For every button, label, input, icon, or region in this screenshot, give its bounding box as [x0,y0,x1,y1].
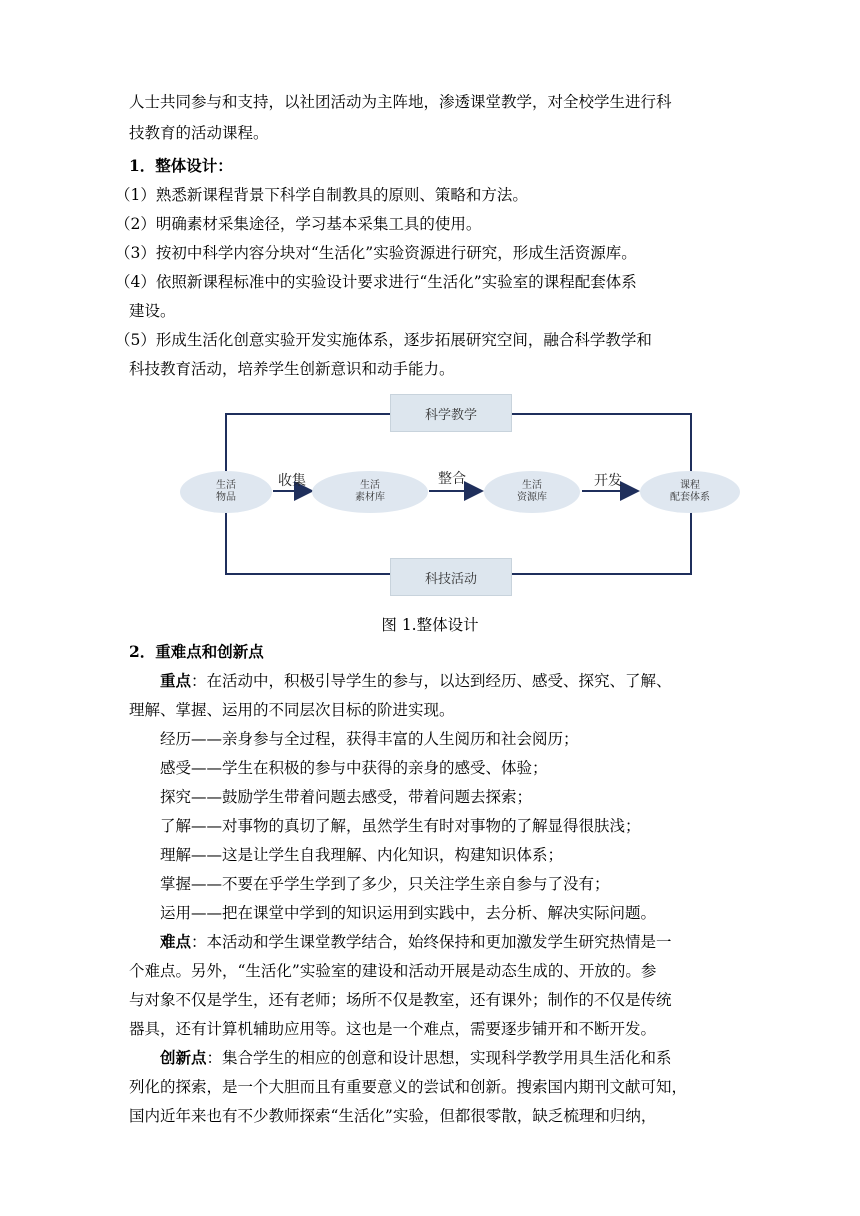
node-label: 物品 [216,492,236,503]
list-item: 掌握——不要在乎学生学到了多少，只关注学生亲自参与了没有； [160,875,610,893]
arrow-label-collect: 收集 [278,473,306,489]
list-item: （1）熟悉新课程背景下科学自制教具的原则、策略和方法。 [115,186,528,204]
paragraph-line: 列化的探索，是一个大胆而且有重要意义的尝试和创新。搜索国内期刊文献可知， [129,1078,688,1096]
section-heading-1: 1．整体设计： [129,156,233,175]
node-label: 生活 [360,480,380,491]
list-item: （4）依照新课程标准中的实验设计要求进行“生活化”实验室的课程配套体系 [115,273,637,291]
node-label: 素材库 [355,492,385,503]
list-item: 运用——把在课堂中学到的知识运用到实践中，去分析、解决实际问题。 [160,904,657,922]
key-point-label: 重点 [160,671,192,690]
innovation-line [160,1048,772,1068]
tech-activity-box: 科技活动 [390,558,512,596]
difficulty-text: ：本活动和学生课堂教学结合，始终保持和更加激发学生研究热情是一 [191,933,672,951]
node-life-items [180,471,272,513]
paragraph-line: 个难点。另外，“生活化”实验室的建设和活动开展是动态生成的、开放的。参 [129,962,657,980]
node-course-system [640,471,740,513]
list-item: （3）按初中科学内容分块对“生活化”实验资源进行研究，形成生活资源库。 [115,244,637,262]
node-label: 课程 [680,480,700,491]
list-item: 理解——这是让学生自我理解、内化知识，构建知识体系； [160,846,564,864]
difficulty-label: 难点 [160,932,192,951]
paragraph-line: 与对象不仅是学生，还有老师；场所不仅是教室，还有课外；制作的不仅是传统 [129,991,672,1009]
overall-design-diagram [178,392,744,602]
list-item: （5）形成生活化创意实验开发实施体系，逐步拓展研究空间，融合科学教学和 [115,331,652,349]
difficulty-line [160,932,772,952]
arrow-label-develop: 开发 [594,473,622,489]
paragraph-line: 技教育的活动课程。 [129,124,269,142]
figure-caption: 图 1.整体设计 [381,616,479,634]
node-label: 生活 [522,480,542,491]
list-item: 经历——亲身参与全过程，获得丰富的人生阅历和社会阅历； [160,730,579,748]
node-label: 配套体系 [670,492,710,503]
list-item: 了解——对事物的真切了解，虽然学生有时对事物的了解显得很肤浅； [160,817,641,835]
science-teaching-box: 科学教学 [390,394,512,432]
list-item-continuation: 科技教育活动，培养学生创新意识和动手能力。 [129,360,455,378]
list-item: 感受——学生在积极的参与中获得的亲身的感受、体验； [160,759,548,777]
list-item: 探究——鼓励学生带着问题去感受，带着问题去探索； [160,788,533,806]
paragraph-line: 理解、掌握、运用的不同层次目标的阶进实现。 [129,701,455,719]
paragraph-line: 器具，还有计算机辅助应用等。这也是一个难点，需要逐步铺开和不断开发。 [129,1020,657,1038]
node-label: 生活 [216,480,236,491]
innovation-text: ：集合学生的相应的创意和设计思想，实现科学教学用具生活化和系 [206,1049,672,1067]
innovation-label: 创新点 [160,1048,207,1067]
node-resource-library [484,471,580,513]
key-point-line [160,671,772,691]
list-item: （2）明确素材采集途径，学习基本采集工具的使用。 [115,215,482,233]
arrow-label-integrate: 整合 [438,471,466,487]
paragraph-line: 人士共同参与和支持，以社团活动为主阵地，渗透课堂教学，对全校学生进行科 [129,93,672,111]
paragraph-line: 国内近年来也有不少教师探索“生活化”实验，但都很零散，缺乏梳理和归纳， [129,1107,657,1125]
list-item-continuation: 建设。 [129,302,176,320]
key-point-text: ：在活动中，积极引导学生的参与，以达到经历、感受、探究、了解、 [191,672,672,690]
node-label: 资源库 [517,492,547,503]
node-material-library [312,471,428,513]
section-heading-2: 2．重难点和创新点 [129,642,264,661]
